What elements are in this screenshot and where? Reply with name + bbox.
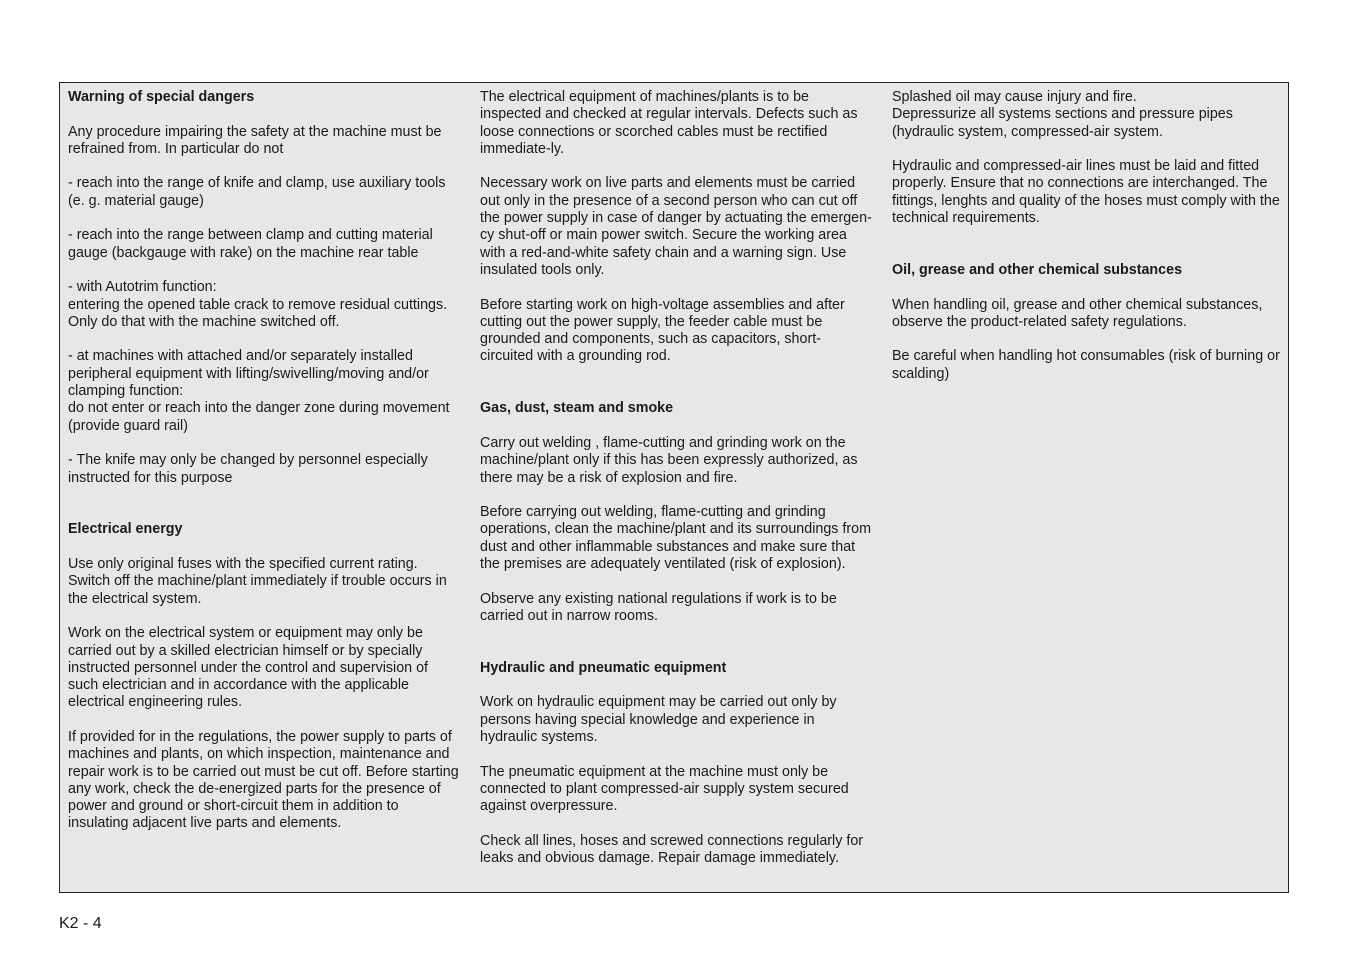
list-item-title: - with Autotrim function: xyxy=(68,279,217,296)
list-item: - The knife may only be changed by personnel especially instructed for this purpose xyxy=(68,452,428,486)
list-item-text: entering the opened table crack to remove residual cuttings. Only do that with the machine switched off. xyxy=(68,296,448,330)
paragraph: When handling oil, grease and other chemical substances, observe the product-related safety regulations. xyxy=(892,296,1263,330)
list-item-text: do not enter or reach into the danger zone during movement (provide guard rail) xyxy=(68,400,450,434)
heading-electrical-energy: Electrical energy xyxy=(68,521,183,538)
column-middle xyxy=(480,89,872,885)
list-item-title: - at machines with attached and/or separately installed peripheral equipment with lifting/swivelling/moving and/or clamping function: xyxy=(68,348,429,400)
paragraph: Carry out welding , flame-cutting and grinding work on the machine/plant only if this has been expressly authorized, as there may be a risk of explosion and fire. xyxy=(480,434,858,486)
heading-oil-grease: Oil, grease and other chemical substances xyxy=(892,261,1183,278)
paragraph-line: Splashed oil may cause injury and fire. xyxy=(892,89,1137,105)
paragraph: Before starting work on high-voltage assemblies and after cutting out the power supply, the feeder cable must be grounded and components, such as capacitors, short-circuited with a grounding rod. xyxy=(480,296,845,365)
paragraph: Necessary work on live parts and elements must be carried out only in the presence of a second person who can cut off the power supply in case of danger by actuating the emergen-cy shut-off or main power switch. Secure the working area with a red-and-white safety chain and a warning sign. Use insulated tools only. xyxy=(480,175,872,278)
paragraph: If provided for in the regulations, the power supply to parts of machines and plants, on which inspection, maintenance and repair work is to be carried out must be cut off. Before starting any work, check the de-energized parts for the presence of power and ground or short-circuit them in addition to insulating adjacent live parts and elements. xyxy=(68,728,459,832)
heading-special-dangers: Warning of special dangers xyxy=(68,89,255,105)
paragraph: Use only original fuses with the specified current rating. Switch off the machine/plant immediately if trouble occurs in the electrical system. xyxy=(68,556,447,607)
paragraph: The pneumatic equipment at the machine must only be connected to plant compressed-air supply system secured against overpressure. xyxy=(480,763,849,815)
list-item: - reach into the range between clamp and cutting material gauge (backgauge with rake) on the machine rear table xyxy=(68,227,433,261)
list-item: - reach into the range of knife and clamp, use auxiliary tools (e. g. material gauge) xyxy=(68,175,446,209)
paragraph: Any procedure impairing the safety at the machine must be refrained from. In particular do not xyxy=(68,123,442,157)
paragraph: The electrical equipment of machines/plants is to be inspected and checked at regular intervals. Defects such as loose connections or scorched cables must be rectified immediate-ly. xyxy=(480,89,858,157)
paragraph xyxy=(892,89,1282,141)
paragraph: Be careful when handling hot consumables (risk of burning or scalding) xyxy=(892,348,1280,382)
paragraph: Before carrying out welding, flame-cutting and grinding operations, clean the machine/plant and its surroundings from dust and other inflammable substances and make sure that the premises are adequately ventilated (risk of explosion). xyxy=(480,504,872,573)
page-number: K2 - 4 xyxy=(59,915,102,932)
heading-hydraulic-pneumatic: Hydraulic and pneumatic equipment xyxy=(480,659,727,676)
paragraph: Check all lines, hoses and screwed connections regularly for leaks and obvious damage. Repair damage immediately. xyxy=(480,832,864,867)
paragraph: Observe any existing national regulations if work is to be carried out in narrow rooms. xyxy=(480,590,837,624)
list-item xyxy=(68,279,460,331)
content-frame xyxy=(59,82,1289,893)
paragraph: Work on hydraulic equipment may be carried out only by persons having special knowledge and experience in hydraulic systems. xyxy=(480,694,837,745)
paragraph: Hydraulic and compressed-air lines must be laid and fitted properly. Ensure that no connections are interchanged. The fittings, lenghts and quality of the hoses must comply with the technical requirements. xyxy=(892,158,1280,227)
list-item xyxy=(68,348,460,434)
heading-gas-dust: Gas, dust, steam and smoke xyxy=(480,400,674,417)
column-left xyxy=(68,89,460,850)
paragraph-line: Depressurize all systems sections and pressure pipes (hydraulic system, compressed-air system. xyxy=(892,106,1233,140)
paragraph: Work on the electrical system or equipment may only be carried out by a skilled electrician himself or by specially instructed personnel under the control and supervision of such electrician and in accordance with the applicable electrical engineering rules. xyxy=(68,625,429,711)
column-right xyxy=(892,89,1282,400)
